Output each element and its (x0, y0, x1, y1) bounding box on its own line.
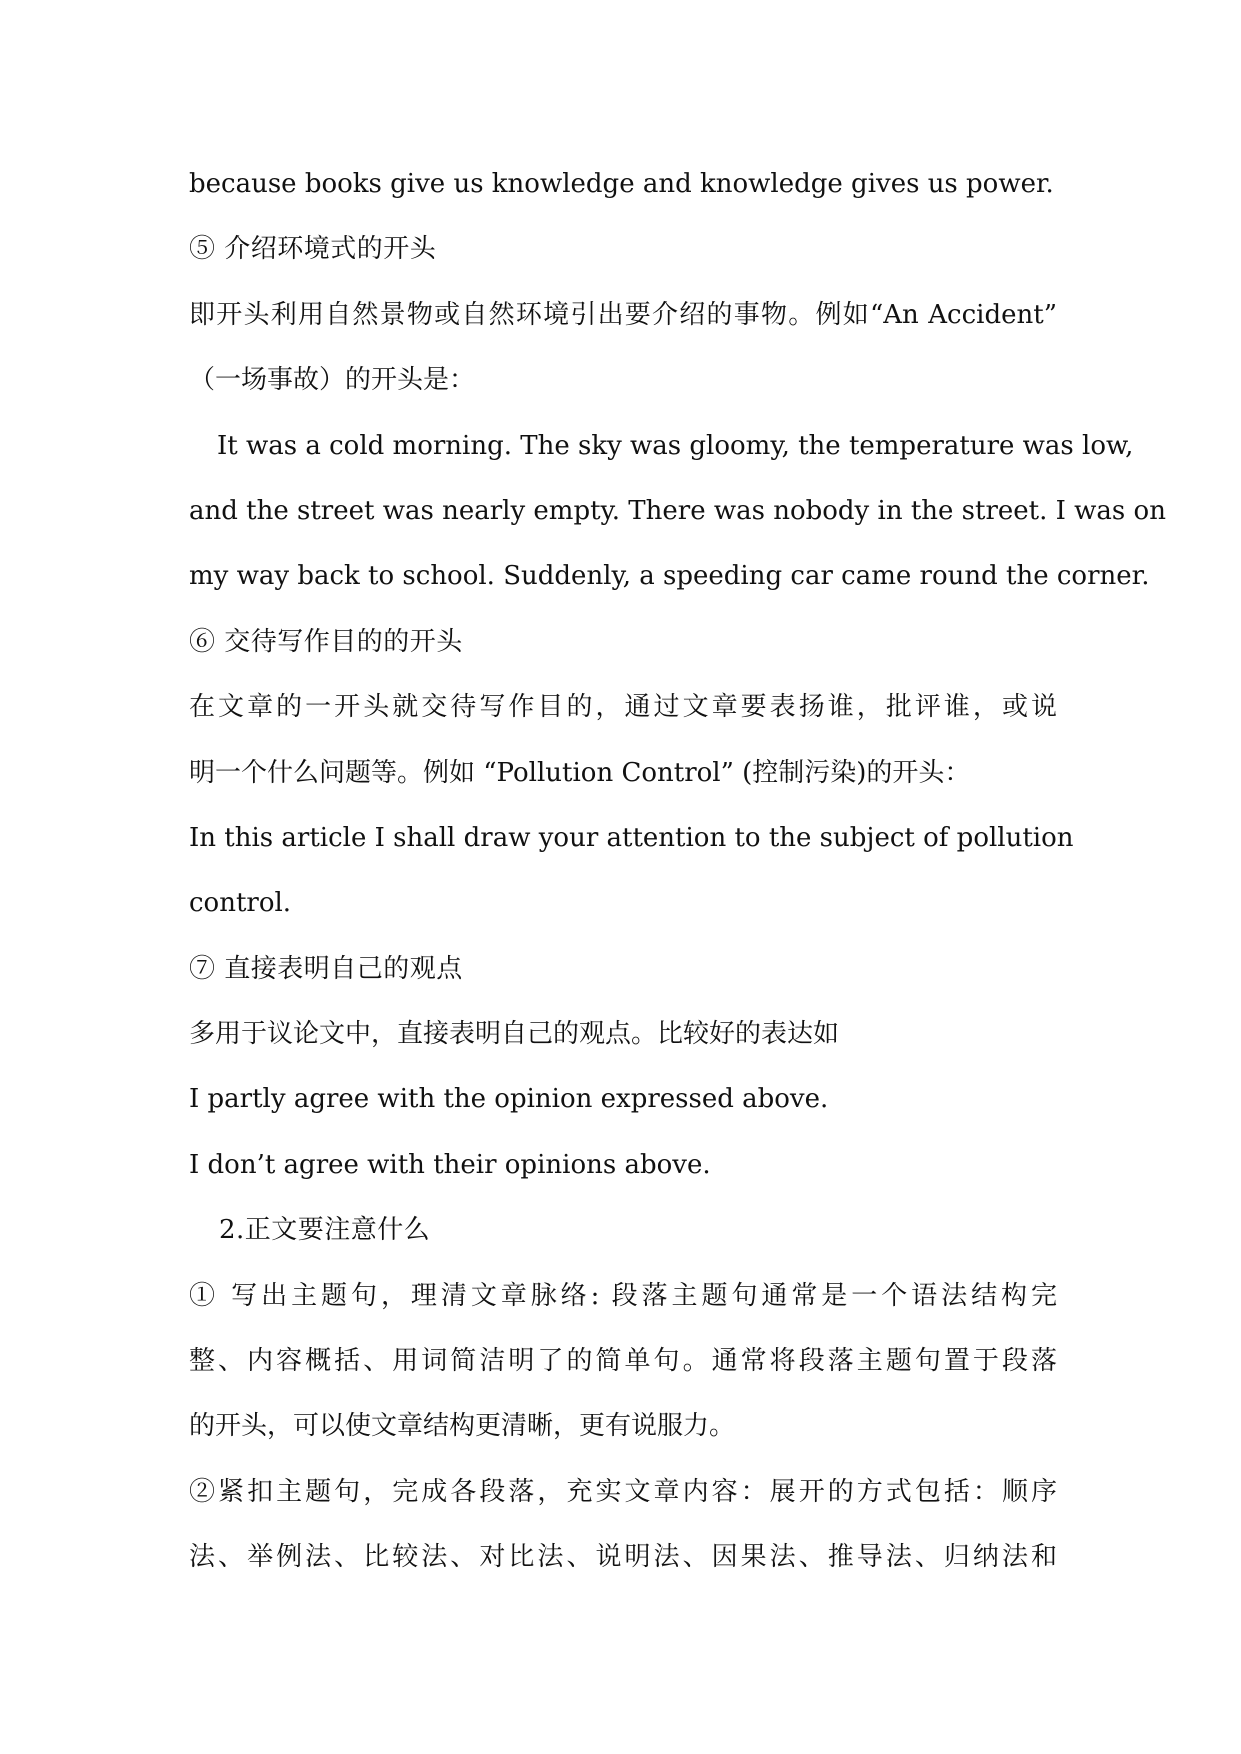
example-line: In this article I shall draw your attention to the subject of pollution (189, 822, 1074, 853)
section-heading-purpose-opening: ⑥ 交待写作目的的开头 (189, 626, 463, 657)
paragraph-line: ① 写出主题句，理清文章脉络: 段落主题句通常是一个语法结构完 (189, 1280, 1057, 1311)
paragraph-line: 的开头，可以使文章结构更清晰，更有说服力。 (189, 1411, 736, 1442)
paragraph-line: 多用于议论文中，直接表明自己的观点。比较好的表达如 (189, 1019, 840, 1050)
section-heading-state-opinion: ⑦ 直接表明自己的观点 (189, 953, 463, 984)
paragraph-line: 整、内容概括、用词简洁明了的简单句。通常将段落主题句置于段落 (189, 1346, 1057, 1377)
example-line: my way back to school. Suddenly, a speeding car came round the corner. (189, 561, 1150, 592)
example-line: I partly agree with the opinion expressed above. (189, 1084, 829, 1115)
document-body (189, 152, 1166, 1591)
paragraph-line: （一场事故）的开头是： (189, 365, 476, 396)
paragraph-line: 法、举例法、比较法、对比法、说明法、因果法、推导法、归纳法和 (189, 1542, 1057, 1573)
paragraph-line: 明一个什么问题等。例如 “Pollution Control” (控制污染)的开头： (189, 757, 971, 788)
section-heading-environment-opening: ⑤ 介绍环境式的开头 (189, 234, 437, 265)
paragraph-line: 在文章的一开头就交待写作目的，通过文章要表扬谁，批评谁，或说 (189, 692, 1057, 723)
paragraph-line: 即开头利用自然景物或自然环境引出要介绍的事物。例如“An Accident” (189, 299, 1057, 330)
paragraph-line: because books give us knowledge and knowledge gives us power. (189, 169, 1054, 199)
example-line: control. (189, 888, 292, 919)
example-line: I don’t agree with their opinions above. (189, 1149, 711, 1180)
example-line: and the street was nearly empty. There was nobody in the street. I was on (189, 495, 1166, 526)
paragraph-line: ②紧扣主题句，完成各段落，充实文章内容：展开的方式包括：顺序 (189, 1476, 1057, 1507)
section-heading-body: 2.正文要注意什么 (219, 1215, 431, 1246)
example-line: It was a cold morning. The sky was gloomy, the temperature was low, (217, 430, 1134, 461)
